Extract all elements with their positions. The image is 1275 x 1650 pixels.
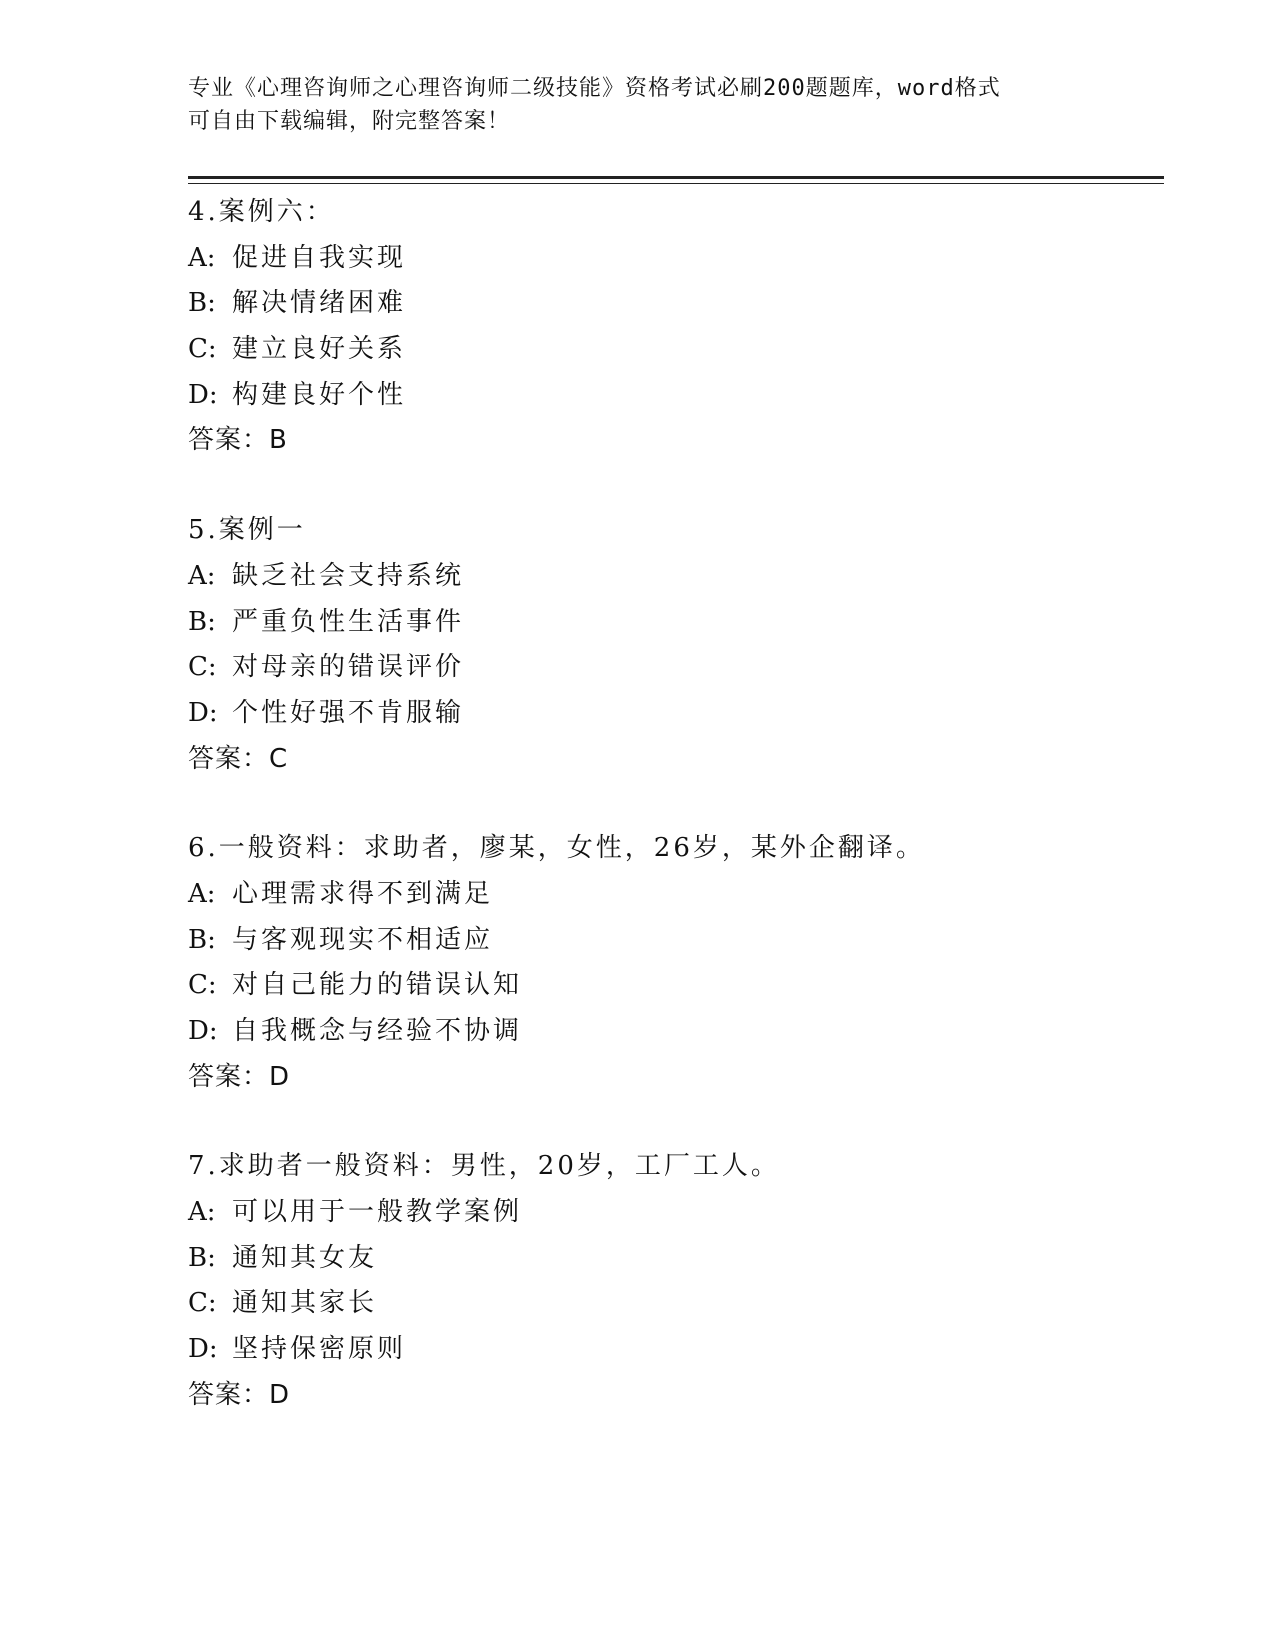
option-text: 建立良好关系 xyxy=(232,334,407,365)
option-text: 解决情绪困难 xyxy=(232,288,407,319)
question-item xyxy=(188,1144,1148,1418)
answer-line: 答案：C xyxy=(188,743,289,774)
option-letter: B: xyxy=(188,288,216,319)
option-text: 构建良好个性 xyxy=(232,379,407,410)
option-letter: A: xyxy=(188,878,216,909)
question-item xyxy=(188,190,1148,464)
question-stem: 6.一般资料：求助者，廖某，女性，26岁，某外企翻译。 xyxy=(188,833,925,864)
header-divider-thin xyxy=(188,183,1164,184)
option-text: 心理需求得不到满足 xyxy=(232,878,494,909)
option-d xyxy=(188,1327,1148,1373)
option-letter: D: xyxy=(188,1016,218,1046)
question-stem: 4.案例六： xyxy=(188,197,335,227)
question-item xyxy=(188,508,1148,782)
answer-line: 答案：D xyxy=(188,1379,291,1410)
option-letter: D: xyxy=(188,1334,218,1365)
option-d xyxy=(188,1009,1148,1055)
option-letter: B: xyxy=(188,606,216,637)
option-letter: B: xyxy=(188,1242,216,1273)
option-a xyxy=(188,236,1148,282)
option-c xyxy=(188,963,1148,1009)
option-d xyxy=(188,691,1148,737)
option-text: 对母亲的错误评价 xyxy=(232,652,465,683)
option-letter: D: xyxy=(188,379,218,410)
option-c xyxy=(188,1281,1148,1327)
option-text: 严重负性生活事件 xyxy=(232,606,465,637)
document-header xyxy=(188,72,1088,138)
option-text: 个性好强不肯服输 xyxy=(232,697,465,728)
question-stem: 7.求助者一般资料：男性，20岁，工厂工人。 xyxy=(188,1151,780,1182)
option-letter: C: xyxy=(188,1288,217,1319)
option-text: 可以用于一般教学案例 xyxy=(232,1197,523,1228)
option-d xyxy=(188,373,1148,419)
option-b xyxy=(188,918,1148,964)
option-b xyxy=(188,1236,1148,1282)
header-divider-thick xyxy=(188,176,1164,179)
question-stem: 5.案例一 xyxy=(188,515,306,546)
option-a xyxy=(188,1190,1148,1236)
answer-line: 答案：B xyxy=(188,425,288,456)
option-letter: A: xyxy=(188,560,216,591)
question-item xyxy=(188,826,1148,1100)
option-letter: A: xyxy=(188,1197,216,1228)
option-text: 缺乏社会支持系统 xyxy=(232,560,465,591)
header-line-1: 专业《心理咨询师之心理咨询师二级技能》资格考试必刷200题题库，word格式 xyxy=(188,76,1001,101)
option-b xyxy=(188,600,1148,646)
option-letter: C: xyxy=(188,652,217,683)
option-letter: C: xyxy=(188,334,217,365)
question-list xyxy=(188,190,1148,1463)
option-letter: D: xyxy=(188,697,218,728)
option-text: 通知其家长 xyxy=(232,1288,378,1319)
option-c xyxy=(188,327,1148,373)
option-letter: A: xyxy=(188,242,216,273)
option-b xyxy=(188,281,1148,327)
option-text: 与客观现实不相适应 xyxy=(232,924,494,955)
answer-line: 答案：D xyxy=(188,1061,291,1092)
option-text: 对自己能力的错误认知 xyxy=(232,970,523,1001)
option-a xyxy=(188,554,1148,600)
option-text: 通知其女友 xyxy=(232,1242,378,1273)
option-text: 自我概念与经验不协调 xyxy=(232,1016,523,1046)
option-a xyxy=(188,872,1148,918)
option-letter: B: xyxy=(188,924,216,955)
option-c xyxy=(188,645,1148,691)
option-letter: C: xyxy=(188,970,217,1001)
header-line-2: 可自由下载编辑，附完整答案！ xyxy=(188,109,511,134)
option-text: 促进自我实现 xyxy=(232,242,407,273)
option-text: 坚持保密原则 xyxy=(232,1334,407,1365)
